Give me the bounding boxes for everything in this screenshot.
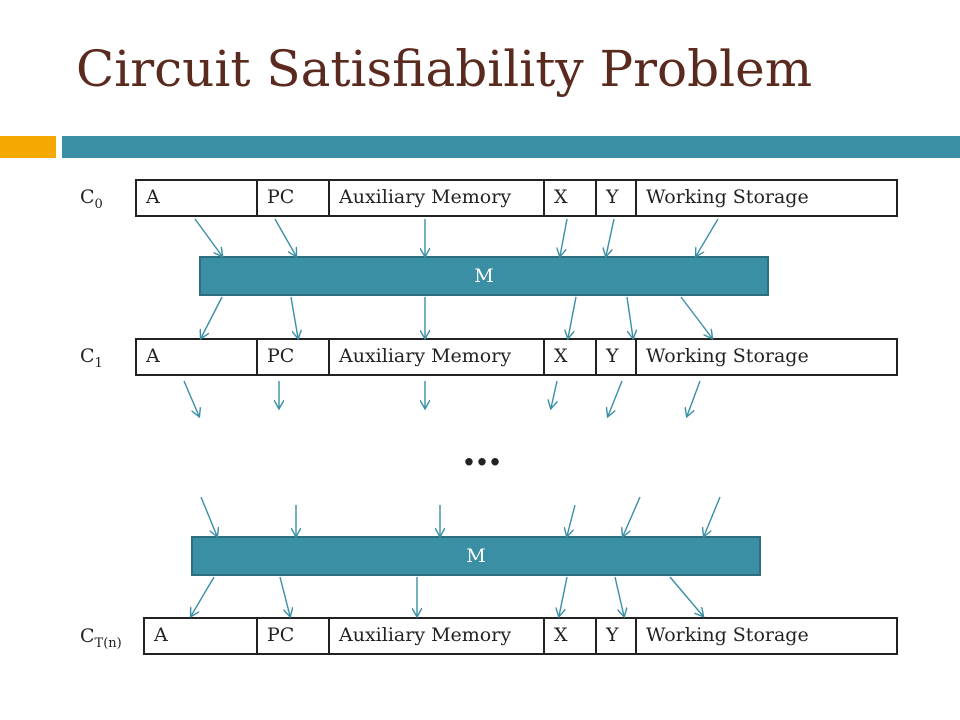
arrow-b-y	[615, 577, 624, 616]
cell-y: Y	[597, 181, 637, 215]
arrow-c0-ws	[696, 219, 718, 256]
arrow-n-a	[201, 497, 217, 536]
arrow-m-pc	[291, 297, 298, 338]
arrow-c0-pc	[275, 219, 296, 256]
row-label-c1-sub: 1	[94, 355, 103, 371]
machine-box-bottom: M	[191, 536, 761, 576]
cell-x: X	[545, 619, 597, 653]
row-label-ctn-main: C	[80, 625, 95, 647]
arrow-n-y	[623, 497, 640, 536]
arrow-c0-x	[560, 219, 567, 256]
arrow-n-ws	[704, 497, 720, 536]
cell-pc: PC	[258, 619, 330, 653]
arrow-c1-ws	[687, 381, 700, 416]
arrow-m-ws	[681, 297, 712, 338]
arrow-c1-y	[608, 381, 622, 416]
ellipsis: …	[462, 428, 506, 475]
arrow-c0-y	[606, 219, 614, 256]
arrow-m-a	[201, 297, 222, 338]
arrow-c1-x	[551, 381, 557, 408]
arrow-n-x	[567, 505, 575, 536]
machine-box-top: M	[199, 256, 769, 296]
row-label-c1-main: C	[80, 345, 95, 367]
cell-working-storage: Working Storage	[646, 186, 809, 208]
cell-auxiliary-memory: Auxiliary Memory	[330, 181, 545, 215]
cell-y: Y	[597, 619, 637, 653]
cell-working-storage: Working Storage	[646, 624, 809, 646]
arrow-b-ws	[670, 577, 703, 616]
cell-working-storage: Working Storage	[646, 345, 809, 367]
row-label-ctn-sub: T(n)	[94, 635, 122, 651]
arrow-b-pc	[280, 577, 290, 616]
cell-auxiliary-memory: Auxiliary Memory	[330, 340, 545, 374]
arrow-b-x	[559, 577, 567, 616]
cell-x: X	[545, 181, 597, 215]
cell-x: X	[545, 340, 597, 374]
cell-a: A	[137, 181, 258, 215]
row-label-c0-sub: 0	[94, 196, 103, 212]
cell-pc: PC	[258, 181, 330, 215]
cell-auxiliary-memory: Auxiliary Memory	[330, 619, 545, 653]
arrow-m-x	[568, 297, 576, 338]
arrow-b-a	[191, 577, 214, 616]
arrow-m-y	[627, 297, 633, 338]
row-label-c0-main: C	[80, 186, 95, 208]
cell-y: Y	[597, 340, 637, 374]
cell-a: A	[145, 619, 258, 653]
slide-title: Circuit Satisfiability Problem	[76, 40, 813, 98]
arrow-c0-a	[195, 219, 222, 256]
arrow-c1-a	[184, 381, 199, 416]
cell-a: A	[137, 340, 258, 374]
cell-pc: PC	[258, 340, 330, 374]
